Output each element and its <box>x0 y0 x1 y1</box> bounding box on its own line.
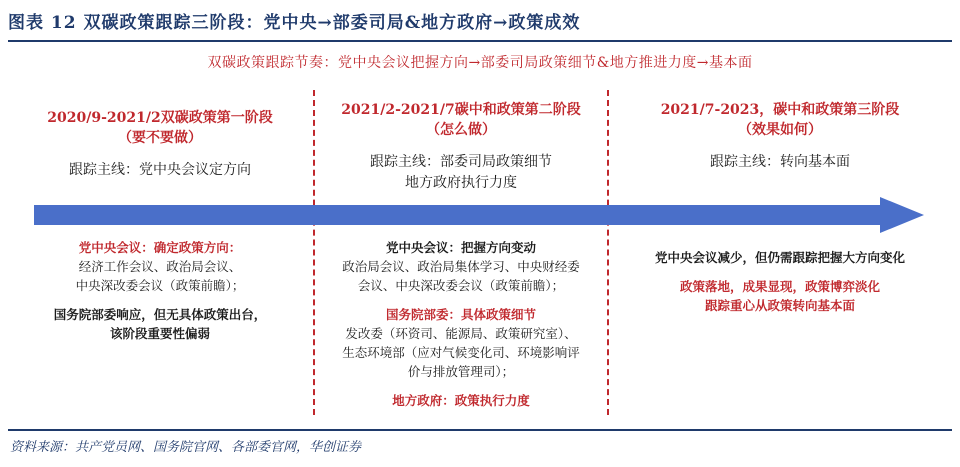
stage-1-mainline <box>10 160 310 181</box>
stage-2-mainline-line-2: 地方政府执行力度 <box>405 175 517 191</box>
detail-line: 政治局会议、政治局集体学习、中央财经委 <box>342 259 580 274</box>
stage-1-details <box>10 238 310 343</box>
detail-line: 经济工作会议、政治局会议、 <box>78 259 242 274</box>
stage-3-question: （效果如何） <box>738 122 822 138</box>
detail-line: 中央深改委会议（政策前瞻）； <box>75 278 245 293</box>
detail-spacer <box>316 381 606 391</box>
stage-1-mainline-line: 跟踪主线：党中央会议定方向 <box>69 162 251 178</box>
stage-divider-1 <box>313 90 315 415</box>
detail-line: 党中央会议：把握方向变动 <box>385 240 536 255</box>
detail-spacer <box>316 295 606 305</box>
timeline-arrow <box>34 197 924 233</box>
stage-2-details <box>316 238 606 410</box>
detail-line: 国务院部委响应，但无具体政策出台， <box>53 307 267 322</box>
stage-2-mainline <box>316 152 606 194</box>
source-note: 资料来源：共产党员网、国务院官网、各部委官网，华创证券 <box>10 440 362 455</box>
stage-2-mainline-line-1: 跟踪主线：部委司局政策细节 <box>370 154 552 170</box>
stage-3-mainline-line: 跟踪主线：转向基本面 <box>710 154 850 170</box>
stage-1-question: （要不要做） <box>118 130 202 146</box>
detail-line: 地方政府：政策执行力度 <box>392 393 530 408</box>
stage-3-period: 2021/7-2023，碳中和政策第三阶段 <box>660 102 900 118</box>
stage-divider-2 <box>607 90 609 415</box>
detail-line: 政策落地，成果显现，政策博弈淡化 <box>679 279 880 294</box>
diagram-subtitle: 双碳政策跟踪节奏：党中央会议把握方向→部委司局政策细节&地方推进力度→基本面 <box>207 55 753 71</box>
detail-line: 价与排放管理司）； <box>407 364 515 379</box>
detail-spacer <box>610 267 950 277</box>
detail-line: 发改委（环资司、能源局、政策研究室）、 <box>345 326 577 341</box>
detail-line: 该阶段重要性偏弱 <box>109 326 210 341</box>
stage-3-header <box>610 100 950 173</box>
stage-1-period: 2020/9-2021/2双碳政策第一阶段 <box>47 110 273 126</box>
stage-1-header <box>10 108 310 181</box>
title-rule <box>8 40 952 42</box>
footer-rule <box>8 429 952 431</box>
stage-2-period: 2021/2-2021/7碳中和政策第二阶段 <box>341 102 581 118</box>
timeline-arrow-shape <box>34 197 924 233</box>
stage-3-details <box>610 248 950 315</box>
stage-2-question: （怎么做） <box>426 122 496 138</box>
stage-3-mainline <box>610 152 950 173</box>
detail-line: 跟踪重心从政策转向基本面 <box>704 298 855 313</box>
detail-line: 国务院部委：具体政策细节 <box>385 307 536 322</box>
detail-spacer <box>10 295 310 305</box>
detail-line: 党中央会议：确定政策方向： <box>78 240 242 255</box>
figure-title: 图表 12 双碳政策跟踪三阶段：党中央→部委司局&地方政府→政策成效 <box>8 13 581 33</box>
detail-line: 会议、中央深改委会议（政策前瞻）； <box>357 278 565 293</box>
detail-line: 党中央会议减少，但仍需跟踪把握大方向变化 <box>654 250 905 265</box>
detail-line: 生态环境部（应对气候变化司、环境影响评 <box>342 345 580 360</box>
stage-2-header <box>316 100 606 194</box>
